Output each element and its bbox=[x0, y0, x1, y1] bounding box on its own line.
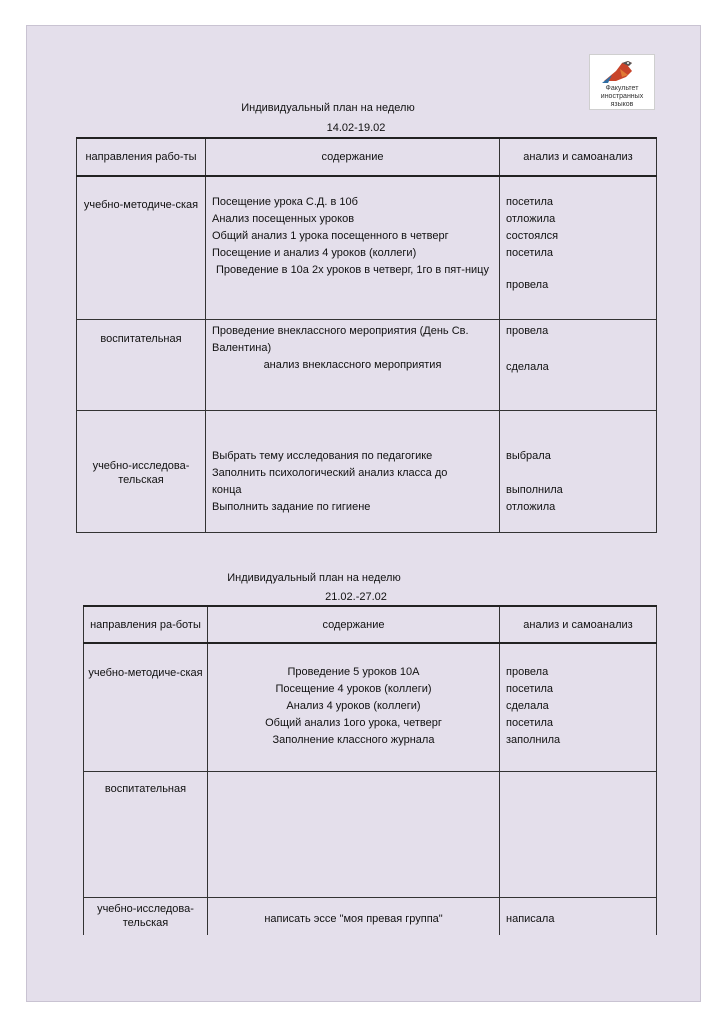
content-item: Анализ 4 уроков (коллеги) bbox=[286, 700, 421, 712]
table-header-row bbox=[84, 606, 657, 643]
content-item: Проведение 5 уроков 10А bbox=[287, 666, 420, 678]
analysis-item: посетила bbox=[506, 683, 554, 695]
logo-text-line1: Факультет bbox=[605, 85, 639, 92]
direction-label: учебно-исследова-тельская bbox=[97, 902, 194, 929]
analysis-item: сделала bbox=[506, 700, 549, 712]
content-item: Общий анализ 1ого урока, четверг bbox=[265, 717, 442, 729]
analysis-item: написала bbox=[506, 912, 555, 925]
direction-label: учебно-методиче-ская bbox=[83, 199, 199, 211]
analysis-cell bbox=[500, 410, 657, 532]
content-cell bbox=[206, 319, 500, 410]
content-item: Проведение внеклассного мероприятия (День Св. Валентина) bbox=[212, 324, 469, 354]
analysis-item: посетила bbox=[506, 247, 554, 259]
header-content: содержание bbox=[206, 138, 500, 176]
analysis-item: провела bbox=[506, 324, 549, 337]
week1-title: Индивидуальный план на неделю bbox=[241, 102, 415, 114]
content-item: анализ внеклассного мероприятия bbox=[263, 358, 442, 371]
analysis-item: сделала bbox=[506, 360, 549, 373]
content-item: Анализ посещенных уроков bbox=[212, 213, 355, 225]
logo-text-line3: языков bbox=[610, 101, 634, 108]
direction-cell bbox=[84, 643, 208, 771]
analysis-item: отложила bbox=[506, 500, 556, 513]
content-item: Выбрать тему исследования по педагогике bbox=[212, 449, 433, 462]
header-direction: направления рабо-ты bbox=[77, 138, 206, 176]
direction-label: воспитательная bbox=[104, 782, 187, 795]
content-item: Общий анализ 1 урока посещенного в четверг bbox=[212, 230, 449, 242]
analysis-cell bbox=[500, 897, 657, 935]
table-row bbox=[84, 897, 657, 935]
content-item: Заполнить психологический анализ класса до конца bbox=[212, 466, 448, 496]
analysis-cell bbox=[500, 771, 657, 897]
direction-cell bbox=[77, 319, 206, 410]
analysis-cell bbox=[500, 176, 657, 319]
analysis-cell bbox=[500, 319, 657, 410]
analysis-item: провела bbox=[506, 279, 549, 291]
table-header-row bbox=[77, 138, 657, 176]
direction-cell bbox=[84, 897, 208, 935]
content-cell bbox=[206, 176, 500, 319]
analysis-cell bbox=[500, 643, 657, 771]
table-row bbox=[77, 319, 657, 410]
analysis-item: провела bbox=[506, 666, 549, 678]
content-item: Заполнение классного журнала bbox=[272, 734, 435, 746]
analysis-item: посетила bbox=[506, 196, 554, 208]
week1-plan-table bbox=[76, 137, 657, 533]
analysis-item: состоялся bbox=[506, 230, 559, 242]
table-row bbox=[84, 771, 657, 897]
content-item: Посещение 4 уроков (коллеги) bbox=[275, 683, 432, 695]
direction-cell bbox=[84, 771, 208, 897]
analysis-item: выбрала bbox=[506, 449, 551, 462]
direction-label: учебно-методиче-ская bbox=[88, 667, 203, 679]
analysis-item: посетила bbox=[506, 717, 554, 729]
header-direction: направления ра-боты bbox=[84, 606, 208, 643]
content-item: Выполнить задание по гигиене bbox=[212, 500, 371, 513]
week2-dates: 21.02.-27.02 bbox=[325, 591, 387, 603]
table-row bbox=[77, 176, 657, 319]
week1-dates: 14.02-19.02 bbox=[326, 122, 386, 134]
content-cell bbox=[208, 643, 500, 771]
week2-plan-table bbox=[83, 605, 657, 935]
table-row bbox=[84, 643, 657, 771]
analysis-item: отложила bbox=[506, 213, 556, 225]
header-analysis: анализ и самоанализ bbox=[500, 606, 657, 643]
header-content: содержание bbox=[208, 606, 500, 643]
week2-title: Индивидуальный план на неделю bbox=[227, 572, 401, 584]
bird-icon bbox=[598, 57, 646, 85]
direction-label: учебно-исследова-тельская bbox=[92, 459, 190, 486]
analysis-item: заполнила bbox=[506, 734, 561, 746]
logo-text-line2: иностранных bbox=[600, 93, 644, 100]
content-cell bbox=[208, 771, 500, 897]
content-item: Посещение урока С.Д. в 10б bbox=[212, 196, 358, 208]
direction-cell bbox=[77, 176, 206, 319]
content-item: написать эссе "моя превая группа" bbox=[264, 912, 443, 925]
direction-cell bbox=[77, 410, 206, 532]
direction-label: воспитательная bbox=[100, 332, 182, 345]
analysis-item: выполнила bbox=[506, 483, 563, 496]
header-analysis: анализ и самоанализ bbox=[500, 138, 657, 176]
content-cell bbox=[206, 410, 500, 532]
table-row bbox=[77, 410, 657, 532]
content-cell bbox=[208, 897, 500, 935]
content-item: Посещение и анализ 4 уроков (коллеги) bbox=[212, 247, 417, 259]
content-item: Проведение в 10а 2х уроков в четверг, 1го в пят-ницу bbox=[216, 264, 489, 276]
